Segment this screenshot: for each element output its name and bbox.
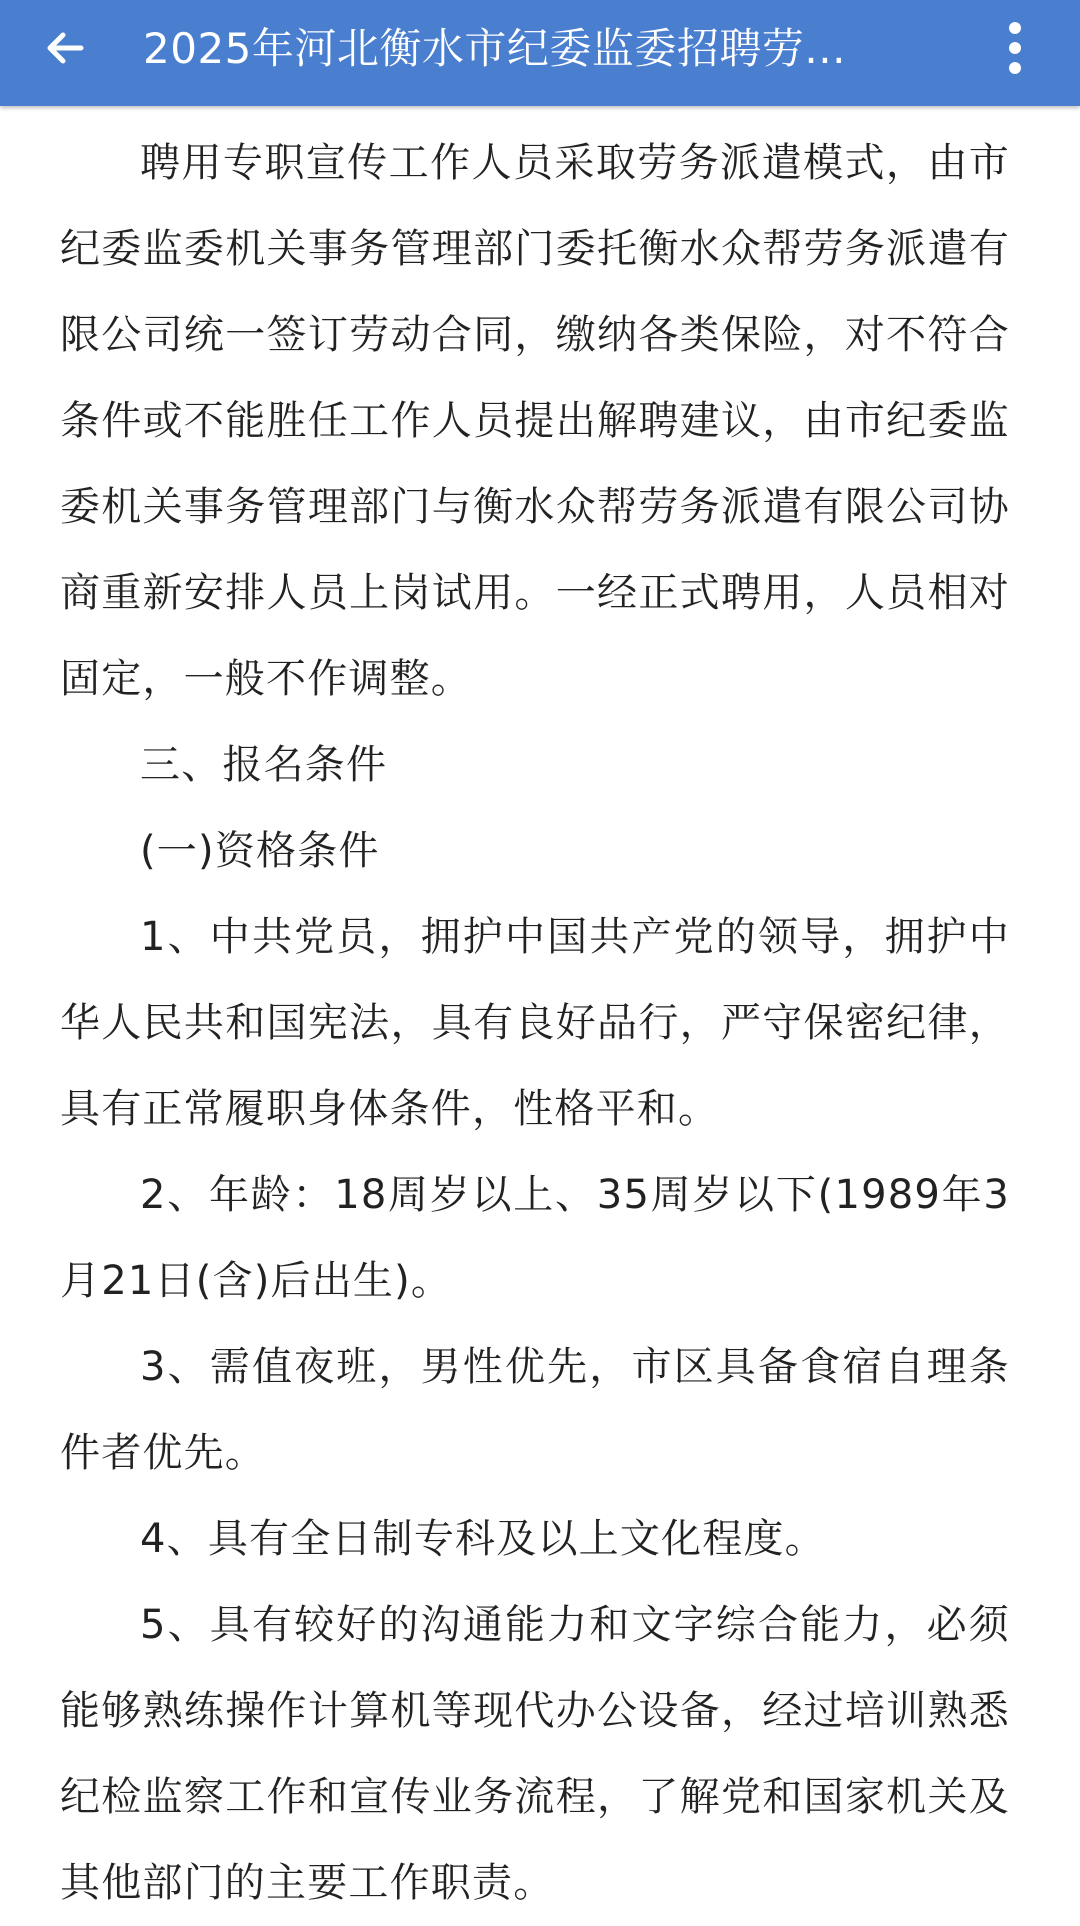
more-options-button[interactable] (990, 13, 1040, 83)
app-bar (0, 0, 1080, 106)
requirement-item-3: 3、需值夜班，男性优先，市区具备食宿自理条件者优先。 (60, 1344, 1010, 1476)
requirement-item-2: 2、年龄：18周岁以上、35周岁以下(1989年3月21日(含)后出生)。 (60, 1172, 1010, 1304)
page-title: 2025年河北衡水市纪委监委招聘劳... (143, 24, 846, 73)
more-vertical-icon (1005, 18, 1025, 78)
paragraph-intro: 聘用专职宣传工作人员采取劳务派遣模式，由市纪委监委机关事务管理部门委托衡水众帮劳务派遣有限公司统一签订劳动合同，缴纳各类保险，对不符合条件或不能胜任工作人员提出解聘建议，由市纪委监委机关事务管理部门与衡水众帮劳务派遣有限公司协商重新安排人员上岗试用。一经正式聘用，人员相对固定，一般不作调整。 (60, 140, 1010, 702)
article-body (60, 120, 1010, 1926)
subsection-heading-qualifications: (一)资格条件 (140, 828, 380, 874)
back-button[interactable] (30, 13, 100, 83)
requirement-item-1: 1、中共党员，拥护中国共产党的领导，拥护中华人民共和国宪法，具有良好品行，严守保密纪律，具有正常履职身体条件，性格平和。 (60, 914, 1010, 1132)
section-heading-requirements: 三、报名条件 (140, 742, 388, 788)
requirement-item-5: 5、具有较好的沟通能力和文字综合能力，必须能够熟练操作计算机等现代办公设备，经过培训熟悉纪检监察工作和宣传业务流程，了解党和国家机关及其他部门的主要工作职责。 (60, 1602, 1010, 1906)
requirement-item-4: 4、具有全日制专科及以上文化程度。 (140, 1516, 826, 1562)
arrow-back-icon (41, 24, 89, 72)
